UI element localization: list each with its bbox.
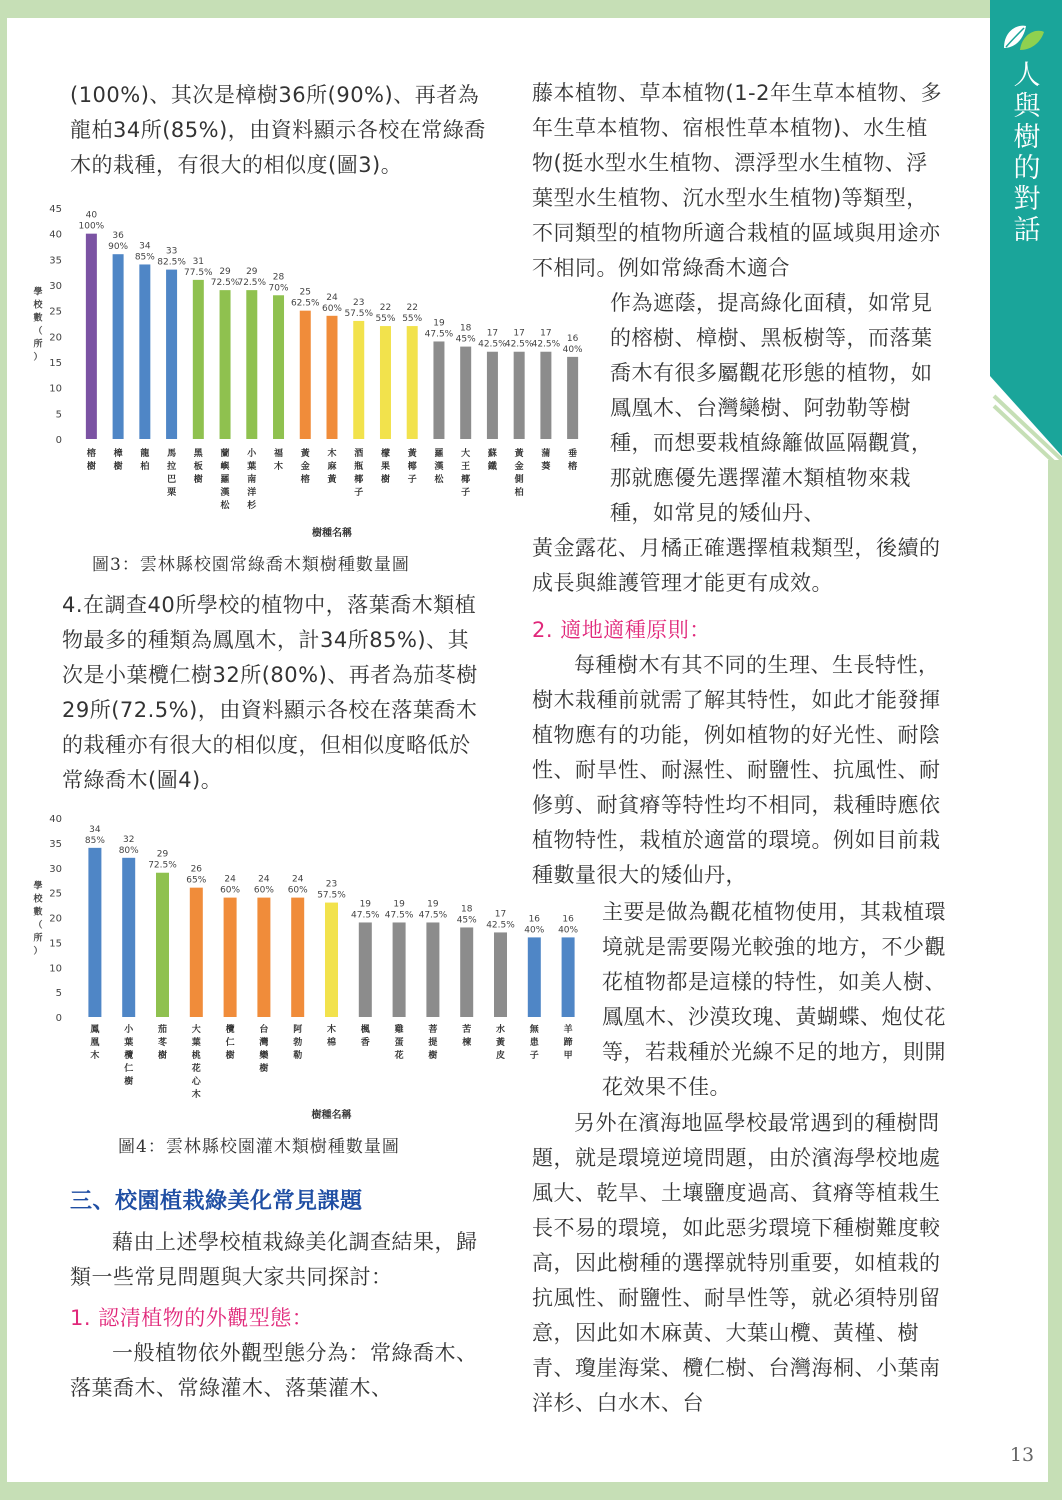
- category-label: 鳳: [90, 1025, 100, 1035]
- bar-value-label: 31: [192, 256, 205, 267]
- bar-percent-label: 47.5%: [424, 329, 454, 340]
- chart-bar: [433, 341, 444, 439]
- bar-value-label: 24: [224, 874, 236, 885]
- category-label: 金: [514, 462, 524, 472]
- page-frame-right: [1048, 460, 1062, 1500]
- category-label: 馬: [167, 449, 177, 459]
- category-label: 榕: [300, 475, 310, 485]
- category-label: 無: [529, 1025, 539, 1035]
- category-label: 葉: [124, 1038, 134, 1048]
- y-axis-label: （: [33, 920, 43, 931]
- category-label: 楓: [360, 1025, 370, 1035]
- figure-4-svg: [28, 806, 596, 1126]
- paragraph: 黃金露花、月橘正確選擇植栽類型，後續的成長與維護管理才能更有成效。: [532, 536, 941, 595]
- bar-value-label: 33: [165, 246, 178, 257]
- category-label: 甲: [563, 1051, 573, 1061]
- chart-bar: [88, 848, 101, 1017]
- bar-percent-label: 72.5%: [210, 278, 240, 289]
- category-label: 側: [514, 475, 524, 485]
- subsection-heading: 2. 適地適種原則：: [532, 618, 711, 642]
- bar-value-label: 24: [326, 292, 338, 303]
- category-label: 台: [259, 1025, 269, 1035]
- category-label: 仁: [124, 1064, 134, 1074]
- category-label: 福: [274, 449, 284, 459]
- category-label: 酒: [354, 449, 364, 459]
- category-label: 黃: [327, 475, 337, 485]
- chart-bar: [567, 357, 578, 439]
- y-tick-label: 30: [49, 281, 62, 292]
- category-label: 棉: [326, 1038, 337, 1048]
- category-label: 樹: [428, 1051, 438, 1061]
- category-label: 欖: [225, 1025, 235, 1035]
- category-label: 仁: [225, 1038, 235, 1048]
- bar-percent-label: 55%: [375, 314, 396, 325]
- category-label: 果: [380, 462, 390, 472]
- bar-percent-label: 60%: [321, 303, 343, 314]
- chart-bar: [122, 858, 135, 1017]
- chart-bar: [540, 352, 551, 439]
- category-label: 羅: [434, 449, 444, 459]
- category-label: 南: [247, 475, 257, 485]
- bar-percent-label: 42.5%: [478, 339, 507, 350]
- paragraph: 藤本植物、草本植物(1-2年生草本植物、多年生草本植物、宿根性草本植物)、水生植物(挺水型水生植物、漂浮型水生植物、浮葉型水生植物、沉水型水生植物)等類型，不同類型的植物所適合栽植的區域與用途亦不相同。例如常綠喬木適合: [532, 81, 942, 280]
- chart-bar: [460, 347, 471, 439]
- y-tick-label: 45: [49, 204, 62, 215]
- category-label: 檬: [380, 449, 390, 459]
- category-label: 椰: [354, 475, 364, 485]
- sidebar-title: 人與樹的對話: [1013, 60, 1041, 246]
- category-label: 松: [220, 501, 230, 511]
- category-label: 楝: [462, 1038, 472, 1048]
- bar-value-label: 17: [513, 328, 525, 339]
- y-tick-label: 20: [49, 332, 62, 344]
- chart-bar: [224, 898, 237, 1017]
- category-label: 樹: [259, 1064, 269, 1074]
- category-label: 洋: [247, 488, 257, 498]
- category-label: 巴: [167, 475, 177, 485]
- bar-value-label: 19: [359, 899, 372, 910]
- bar-value-label: 24: [258, 874, 270, 885]
- y-tick-label: 15: [49, 938, 62, 950]
- chart-bar: [460, 927, 473, 1017]
- chart-bar: [113, 254, 124, 439]
- bar-percent-label: 72.5%: [148, 860, 177, 871]
- category-label: 樹: [225, 1051, 235, 1061]
- bar-value-label: 19: [393, 899, 405, 910]
- chart-bar: [193, 280, 204, 439]
- chart-bar: [407, 326, 418, 439]
- category-label: 子: [354, 488, 364, 498]
- y-tick-label: 35: [49, 255, 62, 267]
- chart-bar: [139, 264, 150, 439]
- page-frame-left: [0, 0, 7, 1500]
- category-label: 皮: [495, 1051, 506, 1061]
- bar-percent-label: 47.5%: [384, 910, 414, 921]
- paragraph: (100%)、其次是樟樹36所(90%)、再者為龍柏34所(85%)，由資料顯示各校在常綠喬木的栽種，有很大的相似度(圖3)。: [70, 83, 486, 177]
- y-tick-label: 35: [49, 838, 62, 850]
- category-label: 大: [461, 449, 471, 459]
- category-label: 葉: [247, 462, 257, 472]
- bar-percent-label: 60%: [287, 885, 308, 896]
- category-label: 黃: [495, 1038, 506, 1048]
- y-tick-label: 5: [55, 988, 62, 1000]
- chart-bar: [562, 937, 575, 1017]
- figure-4-caption: 圖4：雲林縣校園灌木類樹種數量圖: [118, 1137, 400, 1157]
- chart-bar: [300, 311, 311, 439]
- chart-bar: [426, 922, 439, 1017]
- y-axis-label: 校: [33, 894, 43, 905]
- category-label: 黃: [407, 449, 417, 459]
- bar-percent-label: 45%: [455, 334, 476, 345]
- chart-bar: [246, 290, 257, 439]
- bar-value-label: 23: [353, 297, 365, 308]
- y-axis-label: ）: [33, 352, 43, 363]
- chart-bar: [291, 898, 304, 1017]
- category-label: 木: [327, 449, 337, 459]
- bar-value-label: 16: [562, 914, 574, 925]
- bar-value-label: 16: [528, 914, 541, 925]
- left-column-bottom: [70, 1184, 490, 1406]
- y-axis-label: （: [33, 326, 43, 337]
- category-label: 子: [407, 475, 417, 485]
- category-label: 子: [461, 488, 471, 498]
- chart-bar: [220, 290, 231, 439]
- category-label: 黃: [300, 449, 310, 459]
- bar-percent-label: 42.5%: [486, 920, 515, 931]
- category-label: 蒲: [541, 449, 551, 459]
- bar-percent-label: 42.5%: [504, 339, 534, 350]
- category-label: 樹: [124, 1077, 134, 1087]
- bar-percent-label: 70%: [268, 283, 289, 294]
- category-label: 栗: [167, 488, 177, 498]
- category-label: 花: [394, 1051, 404, 1061]
- category-label: 柏: [514, 488, 524, 498]
- bar-percent-label: 90%: [108, 242, 129, 253]
- y-tick-label: 20: [49, 913, 62, 925]
- category-label: 樹: [113, 462, 123, 472]
- category-label: 蘇: [487, 449, 497, 459]
- right-column-bottom: [532, 1106, 946, 1421]
- category-label: 水: [495, 1025, 506, 1035]
- category-label: 樹: [193, 475, 203, 485]
- category-label: 樟: [113, 449, 123, 459]
- category-label: 蛋: [394, 1038, 404, 1048]
- bar-value-label: 23: [325, 879, 338, 890]
- y-tick-label: 5: [55, 409, 62, 421]
- y-axis-label: 學: [33, 881, 43, 892]
- chart-bar: [86, 234, 97, 439]
- y-axis-label: 所: [33, 339, 43, 350]
- bar-value-label: 29: [246, 267, 258, 278]
- bar-percent-label: 62.5%: [290, 298, 320, 309]
- page-frame-bottom: [0, 1482, 1062, 1500]
- category-label: 麻: [327, 462, 337, 472]
- chart-bar: [156, 873, 169, 1017]
- chart-bar: [359, 922, 372, 1017]
- category-label: 勃: [293, 1038, 303, 1048]
- category-label: 黃: [514, 449, 524, 459]
- left-column-mid: [62, 588, 482, 798]
- chart-bar: [325, 903, 338, 1017]
- category-label: 木: [90, 1051, 100, 1061]
- bar-value-label: 22: [379, 303, 392, 314]
- y-tick-label: 10: [49, 963, 62, 975]
- category-label: 苦: [462, 1025, 472, 1035]
- y-tick-label: 0: [55, 435, 62, 446]
- category-label: 苳: [157, 1038, 168, 1048]
- bar-value-label: 17: [540, 328, 552, 339]
- category-label: 杉: [247, 501, 257, 511]
- category-label: 灣: [259, 1038, 269, 1048]
- y-tick-label: 10: [49, 383, 62, 395]
- category-label: 菩: [428, 1025, 438, 1035]
- category-label: 提: [428, 1038, 438, 1048]
- bar-value-label: 32: [122, 834, 135, 845]
- left-column-top: [70, 78, 490, 183]
- bar-percent-label: 55%: [402, 314, 423, 325]
- bar-value-label: 36: [112, 231, 124, 242]
- bar-value-label: 29: [156, 849, 169, 860]
- category-label: 樹: [86, 462, 96, 472]
- y-tick-label: 25: [49, 306, 62, 318]
- chart-bar: [528, 937, 541, 1017]
- y-axis-label: 校: [33, 300, 43, 311]
- bar-value-label: 40: [85, 210, 98, 221]
- category-label: 樹: [380, 475, 390, 485]
- category-label: 垂: [568, 449, 578, 459]
- bar-value-label: 19: [427, 899, 439, 910]
- category-label: 欖: [124, 1051, 134, 1061]
- right-column-mid: [532, 531, 946, 893]
- category-label: 大: [191, 1025, 201, 1035]
- bar-percent-label: 77.5%: [184, 267, 213, 278]
- y-axis-label: 學: [33, 287, 43, 298]
- category-label: 香: [360, 1038, 370, 1048]
- paragraph: 主要是做為觀花植物使用，其栽植環境就是需要陽光較強的地方，不少觀花植物都是這樣的特性，如美人樹、鳳凰木、沙漠玫瑰、黃蝴蝶、炮仗花等，若栽種於光線不足的地方，則開花效果不佳。: [602, 900, 946, 1099]
- leaf-logo-icon: [1000, 20, 1046, 54]
- category-label: 漢: [434, 462, 444, 472]
- x-axis-label: 樹種名稱: [311, 1110, 352, 1121]
- bar-percent-label: 85%: [84, 835, 105, 846]
- category-label: 榕: [86, 449, 96, 459]
- chart-bar: [393, 922, 406, 1017]
- paragraph: 另外在濱海地區學校最常遇到的種樹問題，就是環境逆境問題，由於濱海學校地處風大、乾旱、土壤鹽度過高、貧瘠等植栽生長不易的環境，如此惡劣環境下種樹難度較高，因此樹種的選擇就特別重要，如植栽的抗風性、耐鹽性、耐旱性等，就必須特別留意，因此如木麻黃、大葉山欖、黃槿、樹青、瓊崖海棠、欖仁樹、台灣海桐、小葉南洋杉、白水木、台: [532, 1111, 941, 1415]
- y-tick-label: 40: [49, 814, 62, 825]
- bar-percent-label: 47.5%: [351, 910, 380, 921]
- y-axis-label: 數: [33, 907, 43, 918]
- category-label: 小: [124, 1025, 134, 1035]
- paragraph: 每種樹木有其不同的生理、生長特性，樹木栽種前就需了解其特性，如此才能發揮植物應有的功能，例如植物的好光性、耐陰性、耐旱性、耐濕性、耐鹽性、抗風性、耐修剪、耐貧瘠等特性均不相同，栽種時應依植物特性，栽植於適當的環境。例如目前栽種數量很大的矮仙丹，: [532, 653, 941, 887]
- chart-bar: [257, 898, 270, 1017]
- y-axis-label: 數: [33, 313, 43, 324]
- bar-value-label: 18: [460, 904, 473, 915]
- category-label: 花: [191, 1064, 201, 1074]
- paragraph: 藉由上述學校植栽綠美化調查結果，歸類一些常見問題與大家共同探討：: [70, 1230, 478, 1289]
- category-label: 子: [529, 1051, 539, 1061]
- page-number: 13: [1009, 1444, 1035, 1466]
- bar-value-label: 22: [406, 303, 418, 314]
- bar-value-label: 34: [89, 824, 101, 835]
- bar-percent-label: 40%: [524, 925, 545, 936]
- bar-value-label: 28: [272, 272, 285, 283]
- bar-percent-label: 40%: [558, 925, 579, 936]
- chart-bar: [353, 321, 364, 439]
- bar-percent-label: 60%: [253, 885, 274, 896]
- category-label: 雞: [394, 1025, 404, 1035]
- category-label: 王: [461, 462, 471, 472]
- bar-percent-label: 65%: [186, 875, 207, 886]
- chart-bar: [327, 316, 338, 439]
- category-label: 葵: [541, 462, 551, 472]
- category-label: 柏: [140, 462, 150, 472]
- category-label: 板: [193, 462, 203, 472]
- bar-value-label: 17: [486, 328, 499, 339]
- figure-4-chart: [28, 806, 596, 1126]
- category-label: 阿: [293, 1025, 303, 1035]
- bar-value-label: 16: [566, 333, 579, 344]
- category-label: 小: [247, 449, 257, 459]
- figure-3-chart: [28, 196, 596, 542]
- category-label: 榕: [568, 462, 578, 472]
- figure-3-svg: [28, 196, 596, 542]
- bar-percent-label: 82.5%: [157, 257, 186, 268]
- category-label: 心: [191, 1077, 201, 1087]
- y-axis-label: ）: [33, 946, 43, 957]
- category-label: 茄: [157, 1025, 168, 1035]
- chart-bar: [190, 888, 203, 1017]
- bar-percent-label: 47.5%: [418, 910, 448, 921]
- chart-bar: [514, 352, 525, 439]
- category-label: 木: [274, 462, 284, 472]
- section-heading: 三、校園植栽綠美化常見課題: [70, 1189, 363, 1214]
- bar-value-label: 19: [433, 318, 445, 329]
- bar-value-label: 29: [219, 267, 231, 278]
- bar-percent-label: 57.5%: [317, 890, 346, 901]
- paragraph: 一般植物依外觀型態分為：常綠喬木、落葉喬木、常綠灌木、落葉灌木、: [70, 1341, 478, 1400]
- subsection-heading: 1. 認清植物的外觀型態：: [70, 1306, 314, 1330]
- bar-value-label: 34: [139, 241, 151, 252]
- page-frame-top: [0, 0, 1062, 18]
- chart-bar: [380, 326, 391, 439]
- chart-bar: [273, 295, 284, 439]
- chart-bar: [487, 352, 498, 439]
- paragraph: 作為遮蔭，提高綠化面積，如常見的榕樹、樟樹、黑板樹等，而落葉喬木有很多屬觀花形態的植物，如鳳凰木、台灣欒樹、阿勃勒等樹種，而想要栽植綠籬做區隔觀賞，那就應優先選擇灌木類植物來栽種，如常見的矮仙丹、: [610, 291, 933, 525]
- y-tick-label: 15: [49, 358, 62, 369]
- category-label: 木: [191, 1090, 201, 1100]
- right-column-indent-2: [602, 895, 946, 1105]
- category-label: 拉: [167, 462, 177, 472]
- category-label: 羊: [563, 1025, 573, 1035]
- category-label: 松: [434, 475, 444, 485]
- figure-3-caption: 圖3：雲林縣校園常綠喬木類樹種數量圖: [92, 555, 410, 575]
- category-label: 漢: [220, 488, 230, 498]
- category-label: 嶼: [220, 462, 230, 472]
- bar-percent-label: 80%: [118, 845, 139, 856]
- category-label: 勒: [293, 1051, 303, 1061]
- category-label: 欒: [259, 1051, 269, 1061]
- x-axis-label: 樹種名稱: [312, 528, 352, 539]
- category-label: 患: [529, 1038, 539, 1048]
- chart-bar: [494, 932, 507, 1017]
- category-label: 瓶: [354, 462, 364, 472]
- bar-percent-label: 40%: [562, 344, 583, 355]
- bar-percent-label: 85%: [134, 252, 155, 263]
- y-tick-label: 40: [49, 229, 62, 241]
- category-label: 蹄: [563, 1038, 573, 1048]
- y-axis-label: 所: [33, 933, 43, 944]
- bar-value-label: 26: [190, 864, 203, 875]
- chart-bar: [166, 270, 177, 439]
- bar-value-label: 24: [291, 874, 304, 885]
- bar-value-label: 25: [299, 287, 311, 298]
- category-label: 鐵: [487, 462, 497, 472]
- category-label: 羅: [220, 475, 230, 485]
- bar-percent-label: 57.5%: [344, 308, 374, 319]
- category-label: 葉: [191, 1038, 201, 1048]
- category-label: 蘭: [220, 449, 230, 459]
- y-tick-label: 25: [49, 888, 62, 900]
- category-label: 龍: [140, 449, 150, 459]
- category-label: 木: [326, 1025, 337, 1035]
- category-label: 椰: [461, 475, 471, 485]
- category-label: 樹: [157, 1051, 168, 1061]
- category-label: 黑: [193, 449, 203, 459]
- category-label: 椰: [407, 462, 417, 472]
- category-label: 金: [300, 462, 310, 472]
- right-column-indent-1: [610, 286, 946, 531]
- bar-percent-label: 72.5%: [237, 278, 267, 289]
- bar-percent-label: 45%: [456, 915, 477, 926]
- paragraph: 4.在調查40所學校的植物中，落葉喬木類植物最多的種類為鳳凰木，計34所85%)、其次是小葉欖仁樹32所(80%)、再者為茄苳樹29所(72.5%)，由資料顯示各校在落葉喬木的栽種亦有很大的相似度，但相似度略低於常綠喬木(圖4)。: [62, 593, 478, 792]
- bar-percent-label: 42.5%: [531, 339, 561, 350]
- category-label: 桃: [191, 1051, 201, 1061]
- y-tick-label: 0: [55, 1013, 62, 1024]
- bar-percent-label: 60%: [220, 885, 241, 896]
- bar-percent-label: 100%: [78, 221, 105, 232]
- bar-value-label: 17: [494, 909, 507, 920]
- bar-value-label: 18: [459, 323, 472, 334]
- category-label: 凰: [90, 1038, 100, 1048]
- right-column-top: [532, 76, 946, 286]
- y-tick-label: 30: [49, 863, 62, 875]
